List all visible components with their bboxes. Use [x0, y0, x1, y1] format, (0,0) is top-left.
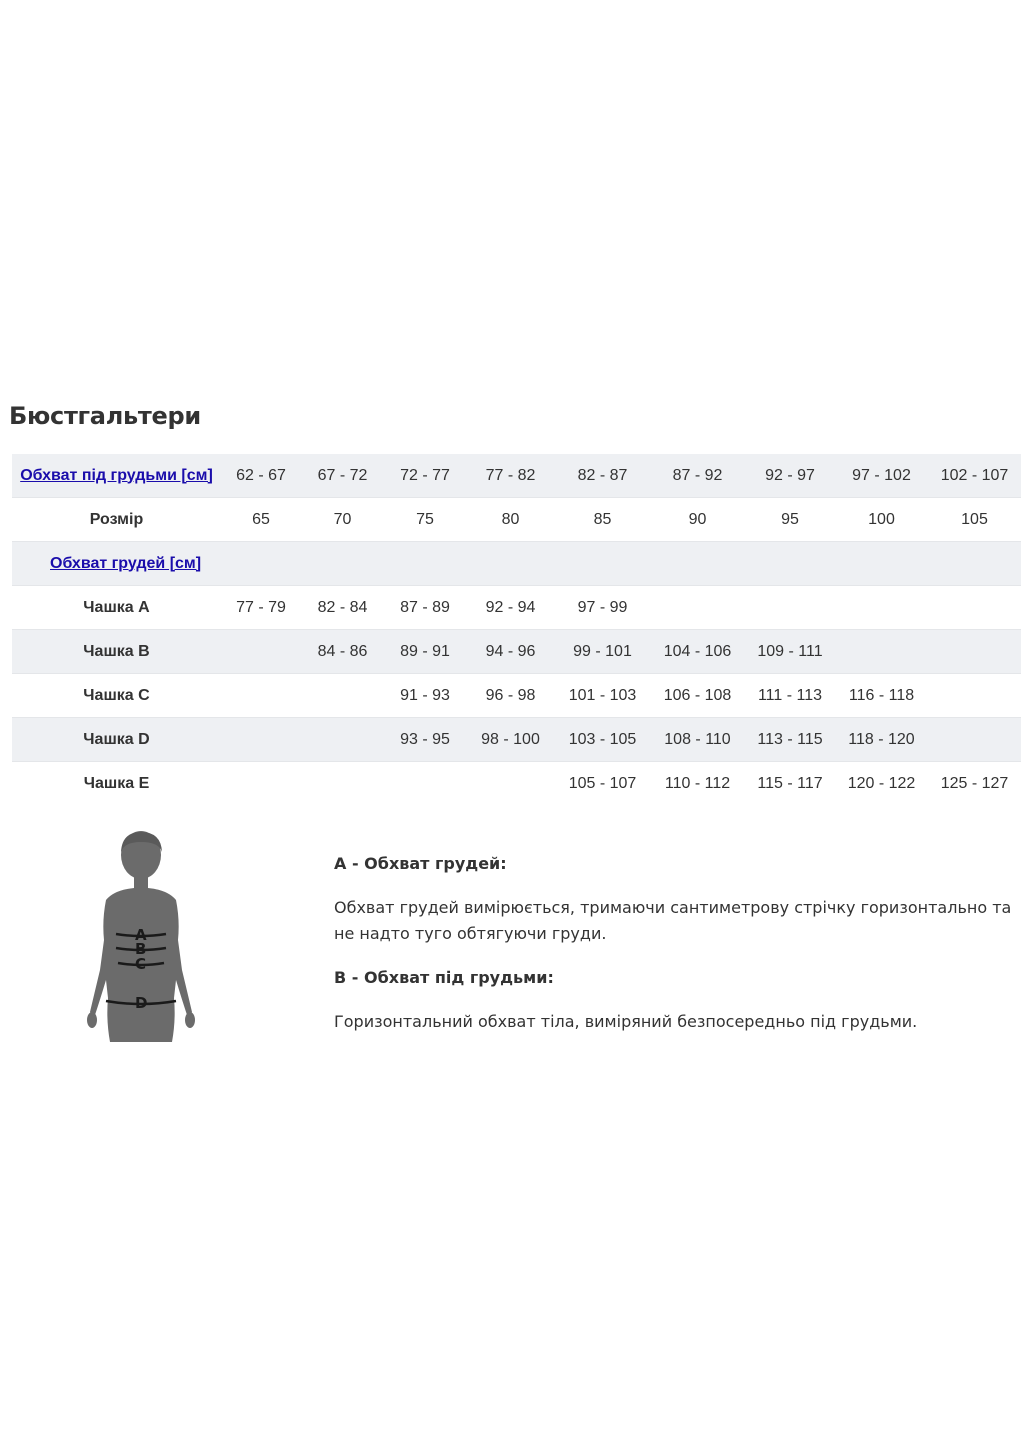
cup-value: 104 - 106	[650, 630, 745, 674]
cup-value: 108 - 110	[650, 718, 745, 762]
cup-label: Чашка E	[83, 774, 150, 792]
bust-measure-text-line1: Обхват грудей вимірюється, тримаючи сантиметрову стрічку горизонтально та	[334, 898, 1012, 917]
figure-left-hand	[87, 1012, 97, 1028]
cup-row-b	[12, 630, 1021, 674]
cup-value: 87 - 89	[384, 586, 466, 630]
cup-label: Чашка B	[12, 630, 221, 674]
cup-value	[466, 762, 555, 806]
figure-letter-d: D	[135, 994, 148, 1012]
body-measurement-figure	[84, 830, 200, 1045]
underbust-range: 72 - 77	[384, 454, 466, 498]
cup-value	[384, 762, 466, 806]
cup-value	[835, 630, 928, 674]
underbust-range: 92 - 97	[745, 454, 835, 498]
cup-value: 115 - 117	[757, 774, 823, 792]
cup-value: 111 - 113	[745, 674, 835, 718]
cup-value	[301, 718, 384, 762]
cup-value	[928, 674, 1021, 718]
cup-value: 106 - 108	[650, 674, 745, 718]
cup-value: 105 - 107	[568, 774, 637, 792]
cup-row-a	[12, 586, 1021, 630]
size-value: 80	[466, 498, 555, 542]
underbust-range: 97 - 102	[835, 454, 928, 498]
cup-value: 82 - 84	[301, 586, 384, 630]
cup-value: 103 - 105	[555, 718, 650, 762]
figure-letter-b: B	[135, 940, 147, 958]
cup-value	[221, 762, 301, 806]
figure-letter-c: C	[135, 955, 147, 973]
cup-value: 118 - 120	[835, 718, 928, 762]
cup-value: 125 - 127	[940, 774, 1009, 792]
empty-cell	[301, 542, 384, 586]
cup-value	[745, 586, 835, 630]
size-label: Розмір	[12, 498, 221, 542]
cup-row-e	[12, 762, 1021, 806]
cup-value: 113 - 115	[745, 718, 835, 762]
cup-value	[650, 586, 745, 630]
bust-label-cell	[12, 542, 221, 586]
size-value: 95	[745, 498, 835, 542]
bust-link[interactable]: Обхват грудей [см]	[50, 554, 202, 572]
cup-value: 120 - 122	[847, 774, 916, 792]
cup-value	[221, 718, 301, 762]
cup-value	[301, 762, 384, 806]
cup-value: 110 - 112	[664, 774, 731, 792]
cup-value	[928, 586, 1021, 630]
underbust-measure-text: Горизонтальний обхват тіла, виміряний безпосередньо під грудьми.	[334, 1012, 918, 1031]
size-value: 85	[555, 498, 650, 542]
empty-cell	[745, 542, 835, 586]
cup-value: 101 - 103	[555, 674, 650, 718]
size-value: 65	[221, 498, 301, 542]
cup-label: Чашка C	[12, 674, 221, 718]
empty-cell	[928, 542, 1021, 586]
empty-cell	[835, 542, 928, 586]
cup-value: 109 - 111	[745, 630, 835, 674]
underbust-range: 67 - 72	[301, 454, 384, 498]
page-title: Бюстгальтери	[9, 402, 201, 430]
cup-value: 98 - 100	[466, 718, 555, 762]
cup-value	[221, 630, 301, 674]
cup-label: Чашка D	[12, 718, 221, 762]
empty-cell	[384, 542, 466, 586]
cup-label: Чашка A	[12, 586, 221, 630]
underbust-range: 77 - 82	[466, 454, 555, 498]
cup-value: 116 - 118	[835, 674, 928, 718]
underbust-range: 62 - 67	[221, 454, 301, 498]
cup-value: 89 - 91	[384, 630, 466, 674]
cup-row-c	[12, 674, 1021, 718]
cup-value: 99 - 101	[555, 630, 650, 674]
underbust-measure-heading: B - Обхват під грудьми:	[334, 968, 554, 987]
underbust-label-cell	[12, 454, 221, 498]
empty-cell	[555, 542, 650, 586]
size-value: 100	[835, 498, 928, 542]
cup-value	[928, 718, 1021, 762]
cup-value: 91 - 93	[384, 674, 466, 718]
size-value: 75	[384, 498, 466, 542]
underbust-range: 102 - 107	[928, 454, 1021, 498]
cup-row-d	[12, 718, 1021, 762]
underbust-row	[12, 454, 1021, 498]
empty-cell	[466, 542, 555, 586]
cup-value: 84 - 86	[301, 630, 384, 674]
cup-value	[835, 586, 928, 630]
figure-right-hand	[185, 1012, 195, 1028]
underbust-link[interactable]: Обхват під грудьми [см]	[20, 466, 213, 484]
cup-value: 93 - 95	[384, 718, 466, 762]
size-value: 105	[928, 498, 1021, 542]
empty-cell	[650, 542, 745, 586]
bust-measure-text-line2: не надто туго обтягуючи груди.	[334, 924, 607, 943]
cup-value: 94 - 96	[466, 630, 555, 674]
cup-value: 77 - 79	[221, 586, 301, 630]
cup-value	[221, 674, 301, 718]
empty-cell	[221, 542, 301, 586]
bust-measure-text	[334, 895, 1034, 947]
underbust-range: 82 - 87	[555, 454, 650, 498]
bust-header-row	[12, 542, 1021, 586]
cup-value: 92 - 94	[466, 586, 555, 630]
figure-letter-a: A	[135, 926, 147, 944]
bra-size-table	[12, 454, 1021, 805]
cup-value	[301, 674, 384, 718]
underbust-range: 87 - 92	[650, 454, 745, 498]
size-value: 70	[301, 498, 384, 542]
size-row	[12, 498, 1021, 542]
cup-value	[928, 630, 1021, 674]
cup-value: 97 - 99	[555, 586, 650, 630]
size-value: 90	[650, 498, 745, 542]
cup-value: 96 - 98	[466, 674, 555, 718]
bust-measure-heading: A - Обхват грудей:	[334, 854, 507, 873]
